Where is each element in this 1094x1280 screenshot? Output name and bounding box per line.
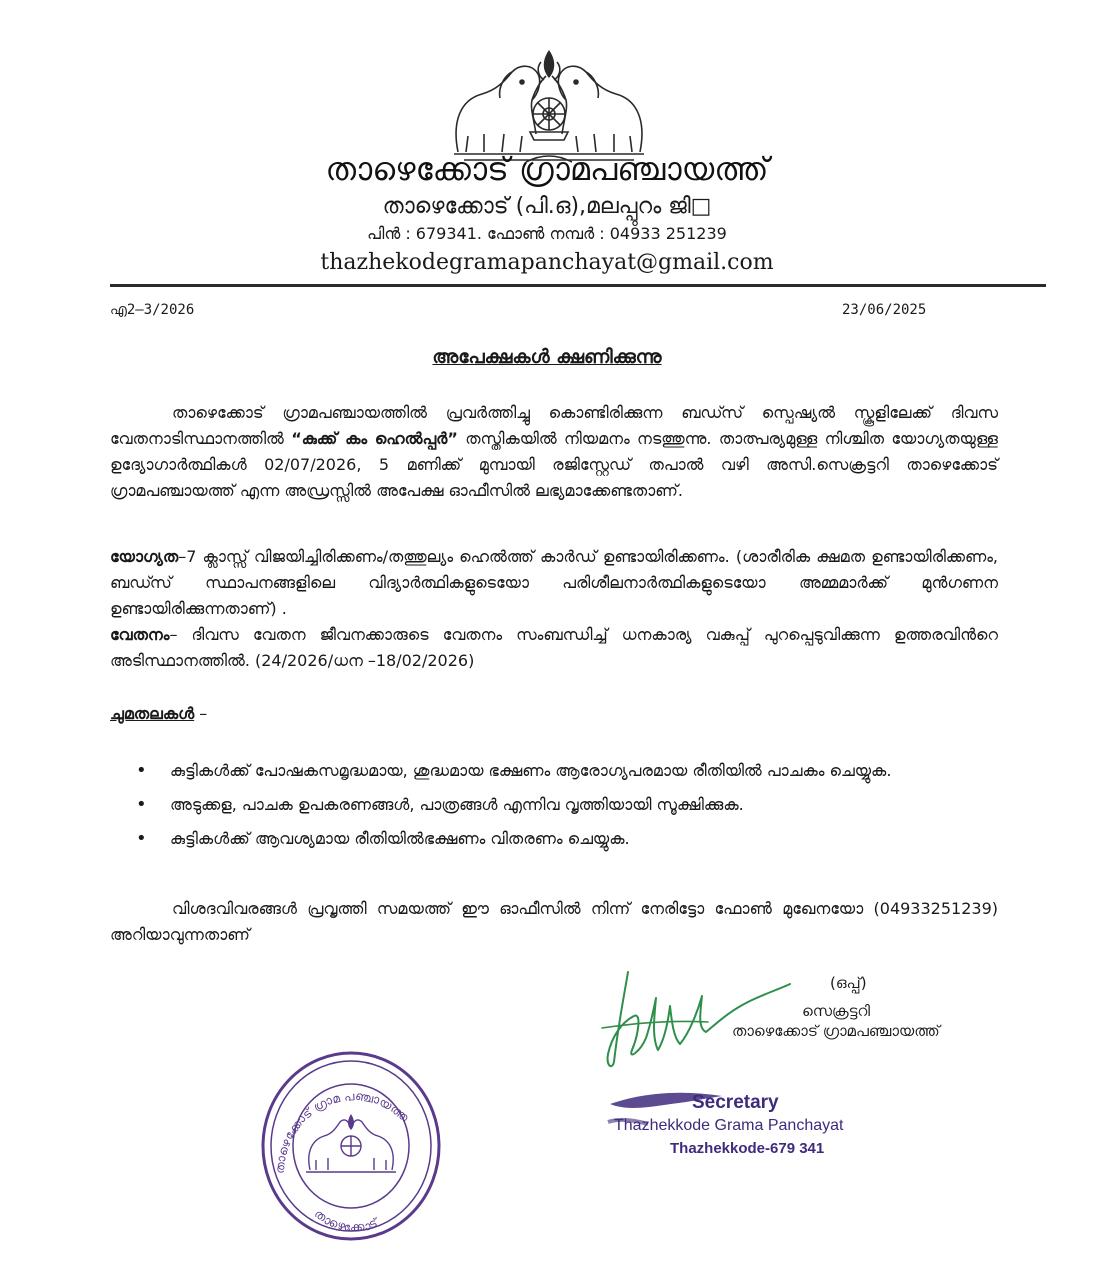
intro-text-after: തസ്തികയിൽ നിയമനം നടത്തുന്നു. താത്പര്യമുള്ള നിശ്ചിത യോഗ്യതയുള്ള ഉദ്യോഗാർത്ഥികൾ 02/07/2026, 5 മണിക്ക് മുമ്പായി രജിസ്റ്റേഡ് തപാൽ വഴി അസി.സെക്രട്ടറി താഴെക്കോട് ഗ്രാമപഞ്ചായത്ത് എന്ന അഡ്രസ്സിൽ അപേക്ഷ ഓഫീസിൽ ലഭ്യമാക്കേണ്ടതാണ്. bbox=[110, 429, 998, 500]
list-item: • കുട്ടികൾക്ക് പോഷകസമൃദ്ധമായ, ശുദ്ധമായ ഭക്ഷണം ആരോഗ്യപരമായ രീതിയിൽ പാചകം ചെയ്യുക. bbox=[136, 758, 950, 784]
salary-paragraph bbox=[110, 622, 998, 674]
subject-text: അപേക്ഷകൾ ക്ഷണിക്കുന്നു bbox=[432, 346, 662, 368]
duties-heading bbox=[110, 704, 207, 724]
letterhead-divider bbox=[110, 284, 1046, 287]
panchayat-name: താഴെക്കോട് ഗ്രാമപഞ്ചായത്ത് bbox=[325, 150, 769, 188]
qualification-text: –7 ക്ലാസ്സ് വിജയിച്ചിരിക്കണം/തത്തുല്യം ഹെൽത്ത് കാർഡ് ഉണ്ടായിരിക്കണം. (ശാരീരിക ക്ഷമത ഉണ്ടായിരിക്കണം, ബഡ്സ് സ്ഥാപനങ്ങളിലെ വിദ്യാർത്ഥികളുടെയോ പരിശീലനാർത്ഥികളുടെയോ അമ്മമാർക്ക് മുൻഗണന ഉണ്ടായിരിക്കുന്നതാണ്) . bbox=[110, 547, 998, 618]
reference-number: എ2–3/2026 bbox=[110, 302, 195, 318]
pin-phone: പിൻ : 679341. ഫോൺ നമ്പർ : 04933 251239 bbox=[367, 224, 727, 243]
office-seal bbox=[258, 1048, 444, 1244]
intro-text-before: താഴെക്കോട് ഗ്രാമപഞ്ചായത്തിൽ പ്രവർത്തിച്ചു കൊണ്ടിരിക്കുന്ന ബഡ്സ് സ്പെഷ്യൽ സ്കൂളിലേക്ക് ദിവസ വേതനാടിസ്ഥാനത്തിൽ bbox=[110, 403, 998, 448]
post-name: “കുക്ക് കം ഹെൽപ്പർ” bbox=[291, 429, 458, 448]
salary-text: – ദിവസ വേതന ജീവനക്കാരുടെ വേതനം സംബന്ധിച്ച് ധനകാര്യ വകുപ്പ് പുറപ്പെടുവിക്കുന്ന ഉത്തരവിൻറെ അടിസ്ഥാനത്തിൽ. (24/2026/ധന –18/02/2026) bbox=[110, 625, 998, 670]
signed-note: (ഒപ്പ്) bbox=[830, 974, 867, 992]
handwritten-signature bbox=[598, 966, 794, 1074]
closing-paragraph: വിശദവിവരങ്ങൾ പ്രവൃത്തി സമയത്ത് ഈ ഓഫീസിൽ നിന്ന് നേരിട്ടോ ഫോൺ മുഖേനയോ (04933251239) അറിയാവുന്നതാണ് bbox=[110, 899, 998, 944]
svg-text:താഴെക്കോട് ഗ്രാമ പഞ്ചായത്ത bbox=[273, 1088, 412, 1174]
duties-list bbox=[136, 758, 976, 860]
duties-suffix: – bbox=[194, 704, 208, 723]
list-item: • കുട്ടികൾക്ക് ആവശ്യമായ രീതിയിൽഭക്ഷണം വിതരണം ചെയ്യുക. bbox=[136, 826, 976, 852]
duties-label: ചുമതലകൾ bbox=[110, 704, 195, 723]
subject-heading bbox=[0, 346, 1094, 368]
signatory-designation: സെക്രട്ടറി bbox=[802, 1002, 870, 1020]
seal-ring-text: താഴെക്കോട് ഗ്രാമ പഞ്ചായത്ത bbox=[272, 1088, 412, 1175]
list-item: • അടുക്കള, പാചക ഉപകരണങ്ങൾ, പാത്രങ്ങൾ എന്നിവ വൃത്തിയായി സൂക്ഷിക്കുക. bbox=[136, 792, 976, 818]
salary-label: വേതനം bbox=[110, 625, 170, 644]
stamp-office: Thazhekkode Grama Panchayat bbox=[614, 1117, 844, 1134]
panchayat-email: thazhekodegramapanchayat@gmail.com bbox=[320, 250, 774, 275]
seal-bottom-text: താഴെക്കോട് bbox=[311, 1206, 380, 1235]
stamp-address: Thazhekkode-679 341 bbox=[670, 1140, 825, 1157]
qualification-paragraph bbox=[110, 544, 998, 622]
intro-paragraph bbox=[110, 400, 998, 504]
signatory-office: താഴെക്കോട് ഗ്രാമപഞ്ചായത്ത് bbox=[732, 1022, 940, 1040]
letter-date: 23/06/2025 bbox=[842, 302, 927, 318]
qualification-label: യോഗ്യത bbox=[110, 547, 179, 566]
stamp-title: Secretary bbox=[692, 1092, 779, 1113]
panchayat-address: താഴെക്കോട് (പി.ഒ),മലപ്പുറം ജി□ bbox=[382, 194, 712, 219]
svg-text:താഴെക്കോട് bbox=[312, 1206, 381, 1234]
